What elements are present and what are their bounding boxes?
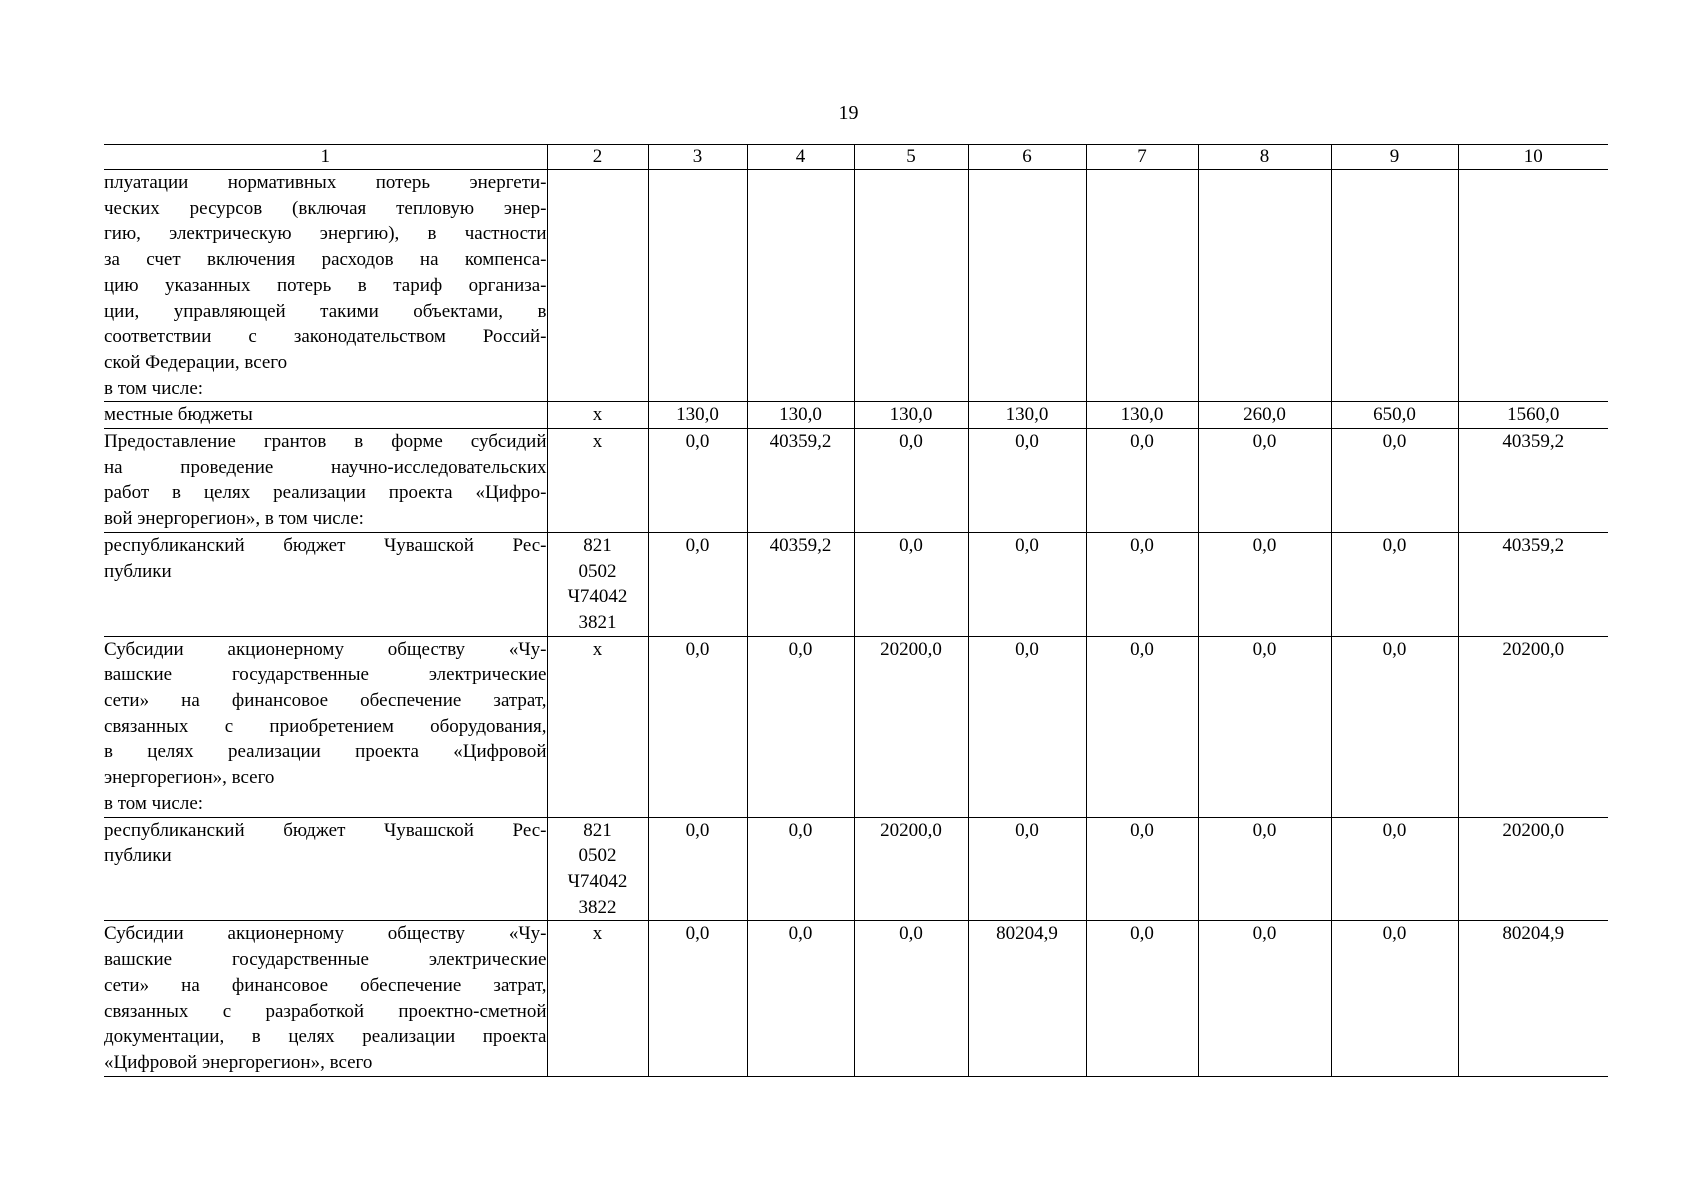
value-cell-col-4: 0,0 [747,921,854,1076]
column-header-1: 1 [104,145,547,170]
value-cell-col-5: 130,0 [854,402,968,429]
row-description [104,921,547,1076]
value-cell-col-9: 0,0 [1331,532,1458,636]
budget-code-cell [547,921,648,1076]
value-cell-col-3: 0,0 [648,429,747,533]
column-header-4: 4 [747,145,854,170]
value-cell-col-3: 0,0 [648,921,747,1076]
description-line: ции, управляющей такими объектами, в [104,300,547,322]
value-cell-col-7: 0,0 [1086,532,1198,636]
budget-code-line: х [592,404,603,426]
row-description [104,402,547,429]
description-line: Предоставление грантов в форме субсидий [104,431,547,453]
description-line: документации, в целях реализации проекта [104,1026,547,1048]
value-cell-col-6 [968,170,1086,402]
description-line: связанных с приобретением оборудования, [104,715,547,737]
table-row [104,532,1608,636]
value-cell-col-4: 40359,2 [747,532,854,636]
description-line: сети» на финансовое обеспечение затрат, [104,974,547,996]
column-header-6: 6 [968,145,1086,170]
description-line: «Цифровой энергорегион», всего [104,1051,373,1073]
value-cell-col-8: 0,0 [1198,921,1331,1076]
description-line: ской Федерации, всего [104,351,288,373]
header-row [104,145,1608,170]
value-cell-col-8 [1198,170,1331,402]
description-line: вашские государственные электрические [104,949,547,971]
value-cell-col-8: 0,0 [1198,532,1331,636]
description-line: за счет включения расходов на компенса- [104,249,547,271]
value-cell-col-4: 40359,2 [747,429,854,533]
budget-code-line: Ч74042 [567,870,628,892]
budget-code-cell [547,636,648,817]
table-row [104,921,1608,1076]
value-cell-col-10: 20200,0 [1458,636,1608,817]
budget-code-line: Ч74042 [567,586,628,608]
budget-code-cell [547,429,648,533]
budget-code-cell [547,817,648,921]
value-cell-col-5: 20200,0 [854,817,968,921]
value-cell-col-5 [854,170,968,402]
row-description [104,429,547,533]
table-row [104,817,1608,921]
column-header-3: 3 [648,145,747,170]
value-cell-col-7: 130,0 [1086,402,1198,429]
budget-code-cell [547,170,648,402]
value-cell-col-9: 0,0 [1331,921,1458,1076]
description-line: в том числе: [104,377,204,399]
value-cell-col-4 [747,170,854,402]
table-row [104,170,1608,402]
value-cell-col-4: 0,0 [747,636,854,817]
value-cell-col-8: 0,0 [1198,429,1331,533]
value-cell-col-5: 0,0 [854,921,968,1076]
value-cell-col-7: 0,0 [1086,429,1198,533]
value-cell-col-6: 130,0 [968,402,1086,429]
value-cell-col-9: 650,0 [1331,402,1458,429]
value-cell-col-9: 0,0 [1331,429,1458,533]
description-line: энергорегион», всего [104,767,275,789]
value-cell-col-6: 0,0 [968,429,1086,533]
value-cell-col-4: 0,0 [747,817,854,921]
value-cell-col-10: 80204,9 [1458,921,1608,1076]
budget-code-line: 821 [583,819,612,841]
value-cell-col-5: 0,0 [854,532,968,636]
value-cell-col-10 [1458,170,1608,402]
description-line: местные бюджеты [104,404,253,426]
description-line: в том числе: [104,792,204,814]
budget-code-line: х [592,638,603,660]
page-number: 19 [838,102,859,124]
value-cell-col-3: 0,0 [648,636,747,817]
value-cell-col-10: 40359,2 [1458,429,1608,533]
budget-code-line: 0502 [578,560,617,582]
description-line: Субсидии акционерному обществу «Чу- [104,923,547,945]
value-cell-col-5: 0,0 [854,429,968,533]
column-header-10: 10 [1458,145,1608,170]
description-line: гию, электрическую энергию), в частности [104,223,547,245]
column-header-5: 5 [854,145,968,170]
value-cell-col-9 [1331,170,1458,402]
description-line: соответствии с законодательством Россий- [104,326,547,348]
value-cell-col-7 [1086,170,1198,402]
value-cell-col-4: 130,0 [747,402,854,429]
column-header-7: 7 [1086,145,1198,170]
description-line: публики [104,845,172,867]
description-line: работ в целях реализации проекта «Цифро- [104,482,547,504]
row-description [104,817,547,921]
value-cell-col-6: 0,0 [968,636,1086,817]
column-header-2: 2 [547,145,648,170]
value-cell-col-6: 0,0 [968,532,1086,636]
description-line: связанных с разработкой проектно-сметной [104,1000,547,1022]
value-cell-col-8: 0,0 [1198,636,1331,817]
value-cell-col-8: 260,0 [1198,402,1331,429]
table-row [104,402,1608,429]
table-body [104,170,1608,1077]
budget-code-line: х [592,431,603,453]
value-cell-col-3 [648,170,747,402]
column-header-9: 9 [1331,145,1458,170]
row-description [104,170,547,402]
row-description [104,636,547,817]
value-cell-col-6: 80204,9 [968,921,1086,1076]
value-cell-col-3: 0,0 [648,817,747,921]
value-cell-col-7: 0,0 [1086,636,1198,817]
budget-code-line: 821 [583,534,612,556]
budget-code-cell [547,402,648,429]
value-cell-col-3: 0,0 [648,532,747,636]
description-line: вой энергорегион», в том числе: [104,508,364,530]
budget-code-cell [547,532,648,636]
value-cell-col-10: 20200,0 [1458,817,1608,921]
budget-code-line: 0502 [578,845,617,867]
row-description [104,532,547,636]
value-cell-col-10: 1560,0 [1458,402,1608,429]
value-cell-col-3: 130,0 [648,402,747,429]
budget-table [104,144,1608,1077]
value-cell-col-5: 20200,0 [854,636,968,817]
value-cell-col-9: 0,0 [1331,636,1458,817]
value-cell-col-10: 40359,2 [1458,532,1608,636]
description-line: Субсидии акционерному обществу «Чу- [104,638,547,660]
value-cell-col-8: 0,0 [1198,817,1331,921]
value-cell-col-6: 0,0 [968,817,1086,921]
description-line: цию указанных потерь в тариф организа- [104,274,547,296]
column-header-8: 8 [1198,145,1331,170]
description-line: на проведение научно-исследовательских [104,456,547,478]
description-line: вашские государственные электрические [104,664,547,686]
budget-code-line: 3821 [578,611,617,633]
table-row [104,429,1608,533]
budget-code-line: 3822 [578,896,617,918]
value-cell-col-7: 0,0 [1086,817,1198,921]
description-line: в целях реализации проекта «Цифровой [104,741,547,763]
value-cell-col-7: 0,0 [1086,921,1198,1076]
description-line: республиканский бюджет Чувашской Рес- [104,534,547,556]
description-line: республиканский бюджет Чувашской Рес- [104,819,547,841]
description-line: плуатации нормативных потерь энергети- [104,172,547,193]
budget-code-line: х [592,923,603,945]
description-line: публики [104,560,172,582]
table-row [104,636,1608,817]
value-cell-col-9: 0,0 [1331,817,1458,921]
description-line: сети» на финансовое обеспечение затрат, [104,690,547,712]
description-line: ческих ресурсов (включая тепловую энер- [104,197,547,219]
